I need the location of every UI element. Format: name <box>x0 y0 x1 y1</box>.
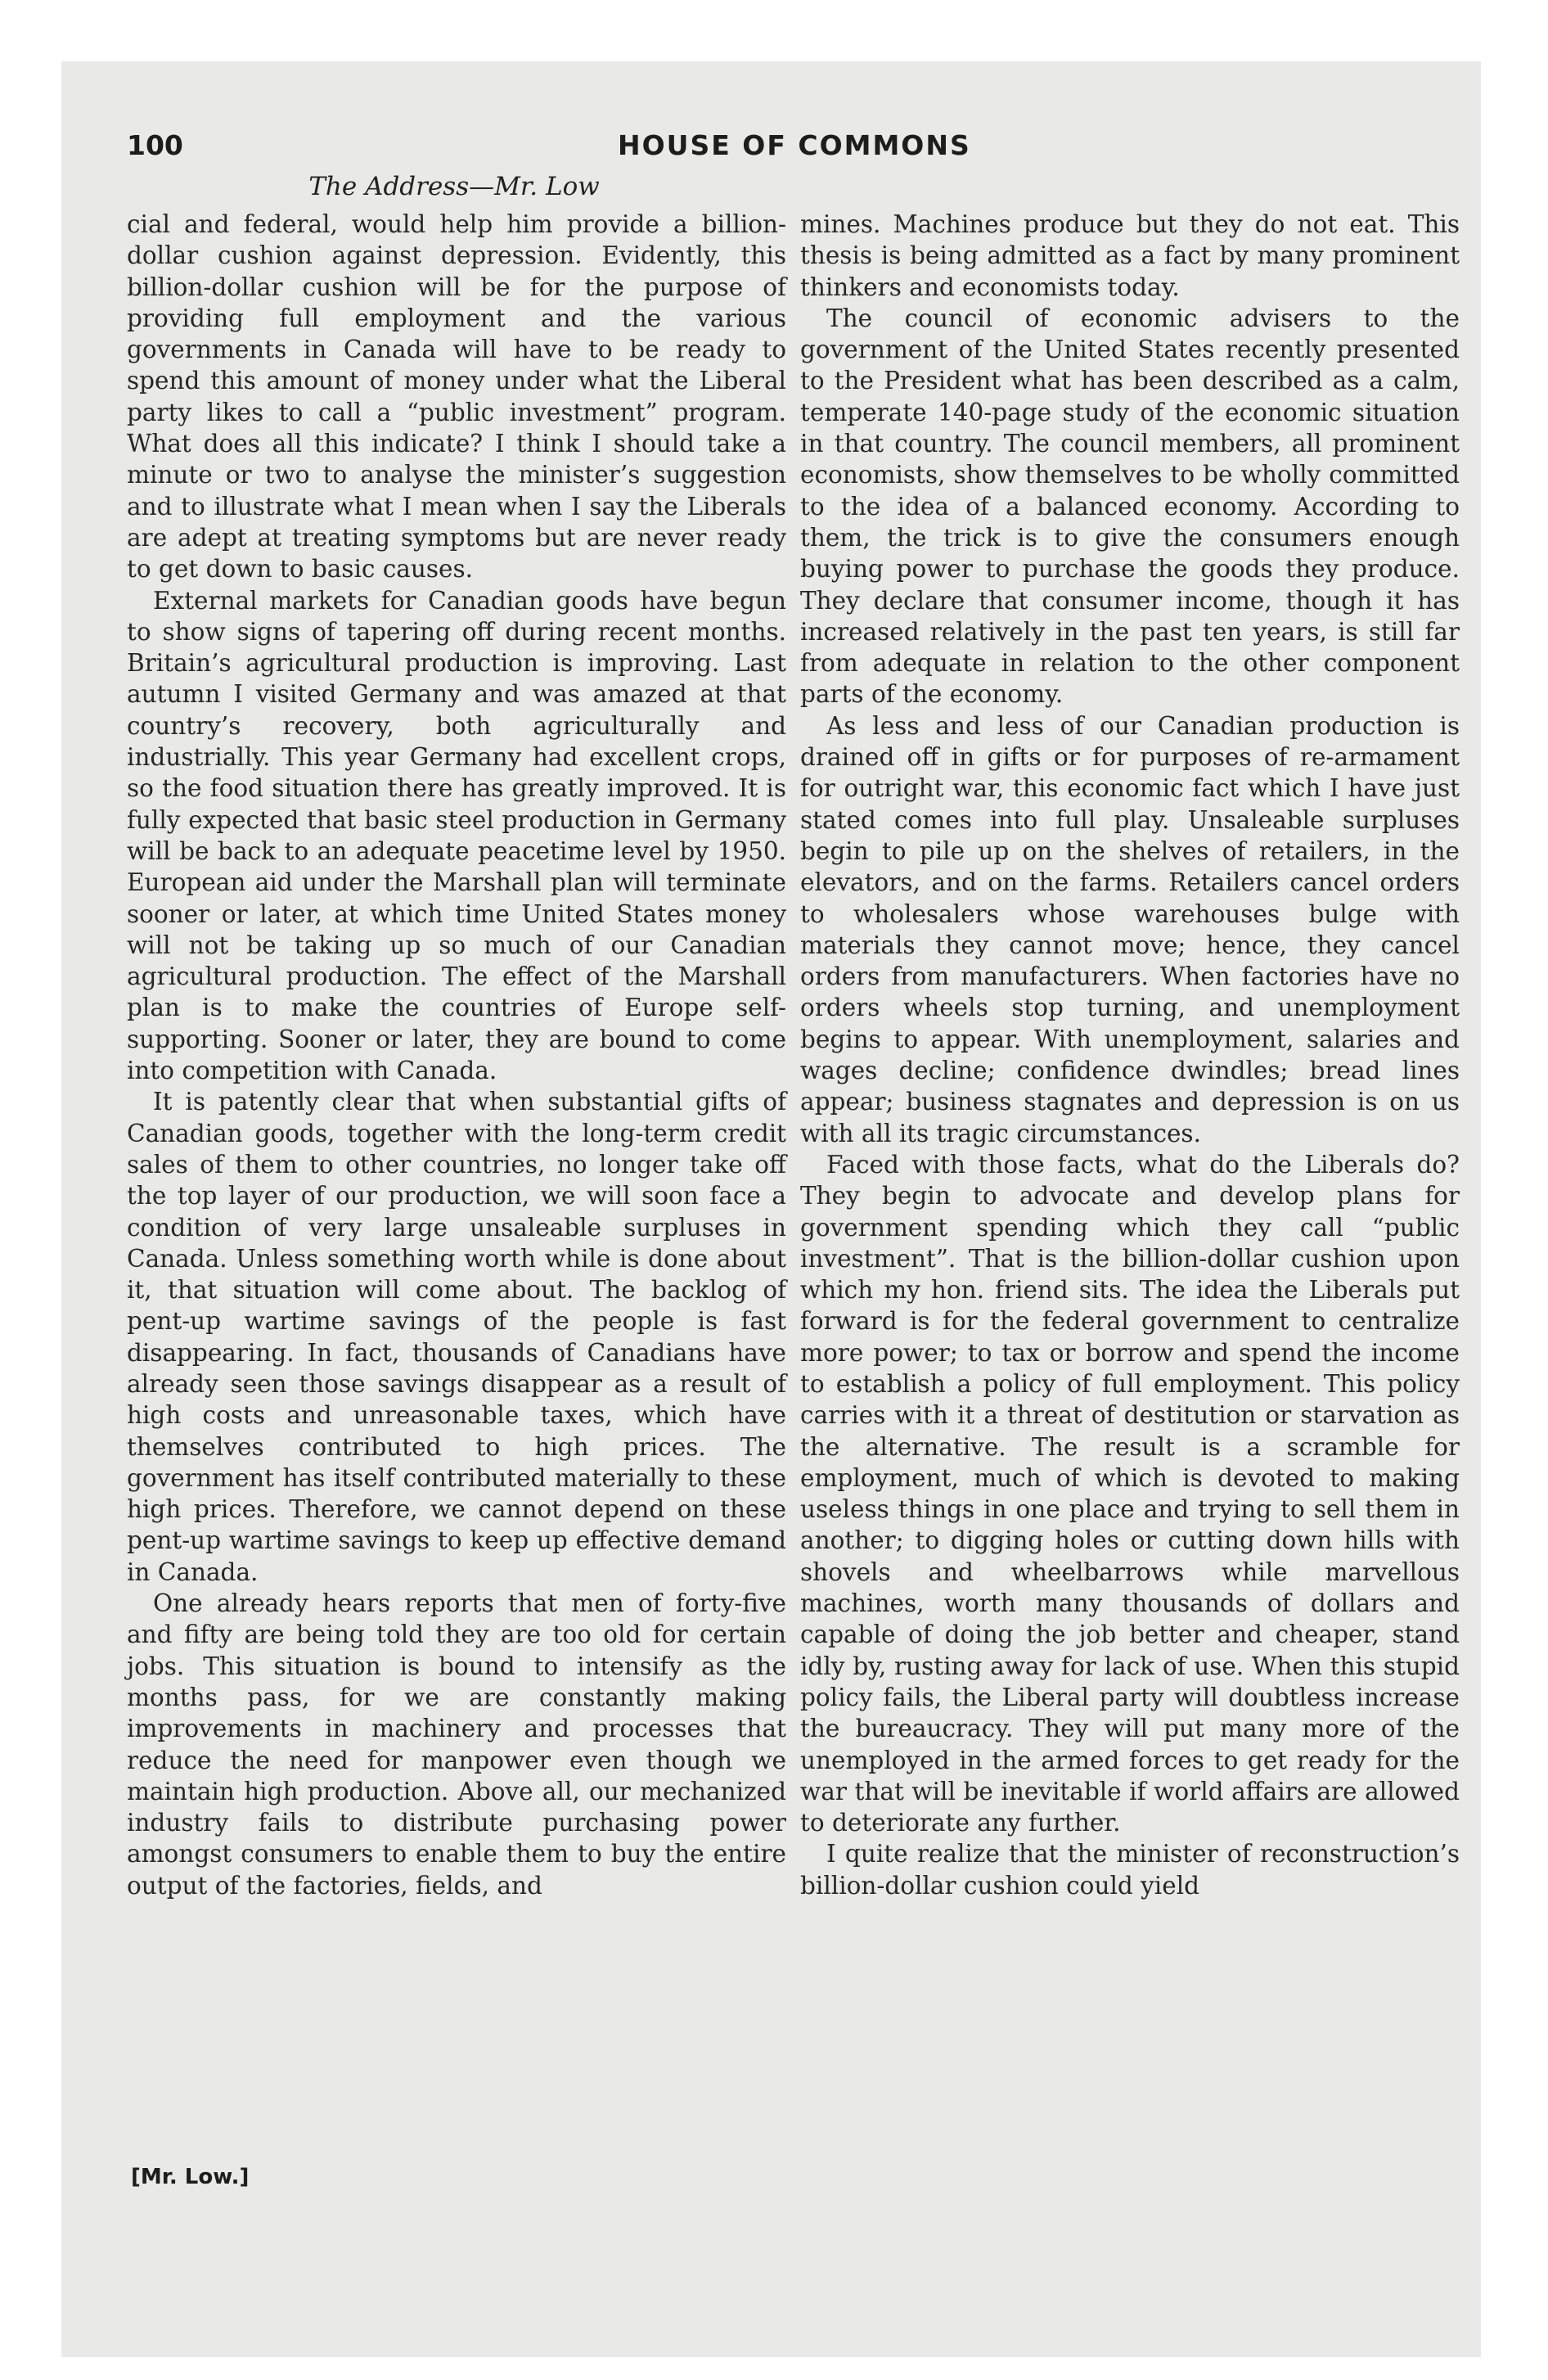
right-column <box>800 209 1460 1901</box>
running-head: HOUSE OF COMMONS <box>618 129 971 161</box>
paragraph: I quite realize that the minister of reconstruction’s billion-dollar cushion could yield <box>800 1840 1460 1900</box>
paragraph: One already hears reports that men of forty-five and fifty are being told they are too old for certain jobs. This situation is bound to intensify as the months pass, for we are constantly making improvements in machinery and processes that reduce the need for manpower even though we maintain high production. Above all, our mechanized industry fails to distribute purchasing power amongst consumers to enable them to buy the entire output of the factories, fields, and <box>127 1589 786 1900</box>
paragraph: Faced with those facts, what do the Liberals do? They begin to advocate and develop plans for government spending which they call “public investment”. That is the billion-dollar cushion upon which my hon. friend sits. The idea the Liberals put forward is for the federal government to centralize more power; to tax or borrow and spend the income to establish a policy of full employment. This policy carries with it a threat of destitution or starvation as the alternative. The result is a scramble for employment, much of which is devoted to making useless things in one place and trying to sell them in another; to digging holes or cutting down hills with shovels and wheelbarrows while marvellous machines, worth many thousands of dollars and capable of doing the job better and cheaper, stand idly by, rusting away for lack of use. When this stupid policy fails, the Liberal party will doubtless increase the bureaucracy. They will put many more of the unemployed in the armed forces to get ready for the war that will be inevitable if world affairs are allowed to deteriorate any further. <box>800 1150 1460 1837</box>
paragraph: mines. Machines produce but they do not eat. This thesis is being admitted as a fact by many prominent thinkers and economists today. <box>800 210 1460 301</box>
page-number: 100 <box>127 129 183 161</box>
paragraph: cial and federal, would help him provide a billion-dollar cushion against depression. Evidently, this billion-dollar cushion will be for the purpose of providing full employment and the various governments in Canada will have to be ready to spend this amount of money under what the Liberal party likes to call a “public investment” program. What does all this indicate? I think I should take a minute or two to analyse the minister’s suggestion and to illustrate what I mean when I say the Liberals are adept at treating symptoms but are never ready to get down to basic causes. <box>127 210 786 584</box>
paragraph: External markets for Canadian goods have begun to show signs of tapering off during recent months. Britain’s agricultural production is improving. Last autumn I visited Germany and was amazed at that country’s recovery, both agriculturally and industrially. This year Germany had excellent crops, so the food situation there has greatly improved. It is fully expected that basic steel production in Germany will be back to an adequate peacetime level by 1950. European aid under the Marshall plan will terminate sooner or later, at which time United States money will not be taking up so much of our Canadian agricultural production. The effect of the Marshall plan is to make the countries of Europe self-supporting. Sooner or later, they are bound to come into competition with Canada. <box>127 586 786 1085</box>
section-head: The Address—Mr. Low <box>308 172 600 201</box>
paragraph: It is patently clear that when substantial gifts of Canadian goods, together with the long-term credit sales of them to other countries, no longer take off the top layer of our production, we will soon face a condition of very large unsaleable surpluses in Canada. Unless something worth while is done about it, that situation will come about. The backlog of pent-up wartime savings of the people is fast disappearing. In fact, thousands of Canadians have already seen those savings disappear as a result of high costs and unreasonable taxes, which have themselves contributed to high prices. The government has itself contributed materially to these high prices. Therefore, we cannot depend on these pent-up wartime savings to keep up effective demand in Canada. <box>127 1088 786 1586</box>
page-header <box>127 129 1469 170</box>
paragraph: The council of economic advisers to the government of the United States recently presented to the President what has been described as a calm, temperate 140-page study of the economic situation in that country. The council members, all prominent economists, show themselves to be wholly committed to the idea of a balanced economy. According to them, the trick is to give the consumers enough buying power to purchase the goods they produce. They declare that consumer income, though it has increased relatively in the past ten years, is still far from adequate in relation to the other component parts of the economy. <box>800 304 1460 709</box>
speaker-footer: [Mr. Low.] <box>131 2165 250 2189</box>
paragraph: As less and less of our Canadian production is drained off in gifts or for purposes of re-armament for outright war, this economic fact which I have just stated comes into full play. Unsaleable surpluses begin to pile up on the shelves of retailers, in the elevators, and on the farms. Retailers cancel orders to wholesalers whose warehouses bulge with materials they cannot move; hence, they cancel orders from manufacturers. When factories have no orders wheels stop turning, and unemployment begins to appear. With unemployment, salaries and wages decline; confidence dwindles; bread lines appear; business stagnates and depression is on us with all its tragic circumstances. <box>800 711 1460 1147</box>
left-column <box>127 209 786 1901</box>
